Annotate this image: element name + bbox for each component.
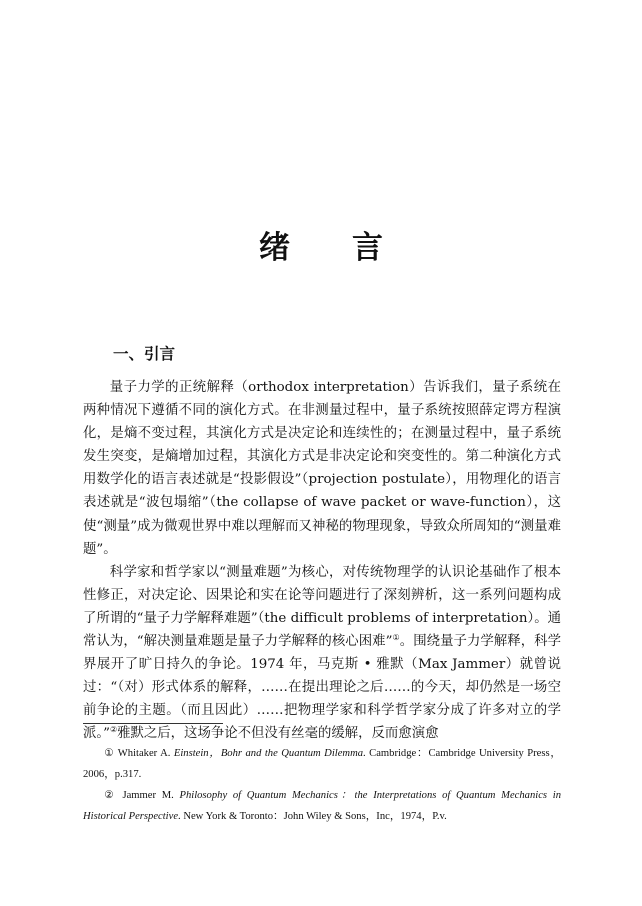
paragraph-2-part-a: 科学家和哲学家以“测量难题”为核心，对传统物理学的认识论基础作了根本性修正，对决定论、因果论和实在论等问题进行了深刻辨析，这一系列问题构成了所谓的“量子力学解释难题”（the difficult problems of interpretation）。通常认为，“解决测量难题是量子力学解释的核心困难” <box>83 564 561 650</box>
footnote-2 <box>83 785 561 827</box>
footnote-2-author: Jammer M. <box>116 790 180 801</box>
footnote-ref-2[interactable]: ② <box>109 725 118 735</box>
paragraph-1: 量子力学的正统解释（orthodox interpretation）告诉我们，量子系统在两种情况下遵循不同的演化方式。在非测量过程中，量子系统按照薛定谔方程演化，是熵不变过程，其演化方式是决定论和连续性的；在测量过程中，量子系统发生突变，是熵增加过程，其演化方式是非决定论和突变性的。第二种演化方式用数学化的语言表述就是“投影假设”（projection postulate），用物理化的语言表述就是“波包塌缩”（the collapse of wave packet or wave-function），这使“测量”成为微观世界中难以理解而又神秘的物理现象，导致众所周知的“测量难题”。 <box>83 380 561 557</box>
paragraph-2-part-c: 雅默之后，这场争论不但没有丝毫的缓解，反而愈演愈 <box>117 726 439 742</box>
paragraph-2-part-b: 。围绕量子力学解释，科学界展开了旷日持久的争论。1974 年，马克斯 • 雅默（Max Jammer）就曾说过：“（对）形式体系的解释，……在提出理论之后……的今天，却仍然是一场空前争论的主题。（而且因此）……把物理学家和科学哲学家分成了许多对立的学派。” <box>83 634 562 742</box>
chapter-title-char-1: 绪 <box>259 230 290 266</box>
footnote-ref-1[interactable]: ① <box>392 633 400 643</box>
chapter-title <box>0 222 642 267</box>
footnote-1-title: Einstein，Bohr and the Quantum Dilemma <box>173 748 364 759</box>
footnote-1 <box>83 743 561 785</box>
footnote-2-title: Philosophy of Quantum Mechanics：the Interpretations of Quantum Mechanics in Historical Perspective <box>83 790 561 822</box>
footnote-2-mark: ② <box>104 790 117 801</box>
footnote-1-mark: ① <box>104 748 115 759</box>
footnote-1-author: Whitaker A. <box>114 748 174 759</box>
footnotes <box>83 743 561 827</box>
footnote-1-rest: . Cambridge：Cambridge University Press，2006，p.317. <box>83 748 561 780</box>
paragraph-2 <box>83 561 561 746</box>
section-heading: 一、引言 <box>113 345 176 363</box>
body-text <box>83 376 561 746</box>
footnote-divider <box>83 723 223 724</box>
chapter-title-char-2: 言 <box>352 230 383 266</box>
footnote-2-rest: . New York & Toronto：John Wiley & Sons，Inc，1974，P.v. <box>178 811 447 822</box>
